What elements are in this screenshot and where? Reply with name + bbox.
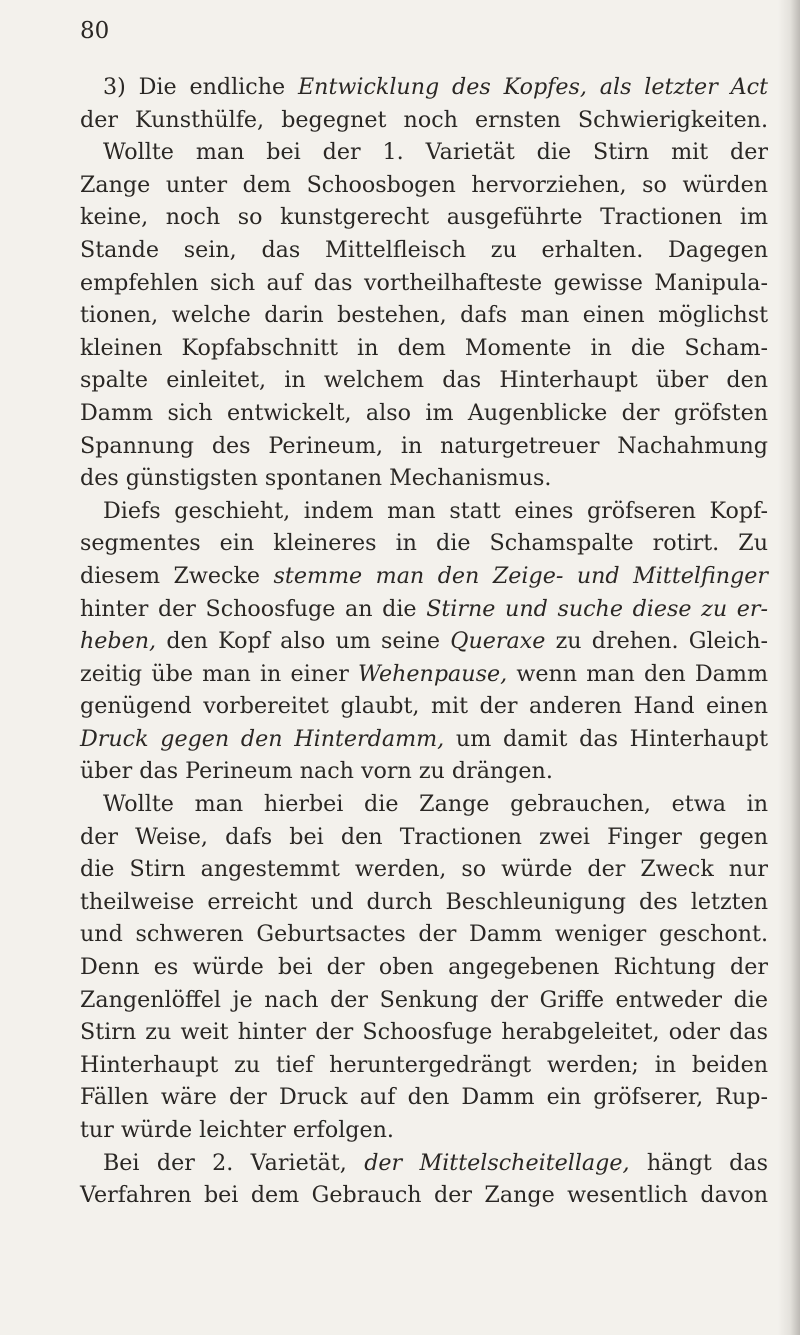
text-line: 3) Die endliche Entwicklung des Kopfes, als letzter Act — [103, 74, 769, 100]
text-line: über das Perineum nach vorn zu drängen. — [80, 758, 553, 785]
text-line: Bei der 2. Varietät, der Mittelscheitellage, hängt das — [103, 1149, 768, 1176]
text-line: Spannung des Perineum, in naturgetreuer Nachahmung — [80, 432, 768, 459]
page-number: 80 — [80, 18, 110, 44]
text-line: tionen, welche darin bestehen, dafs man einen möglichst — [80, 302, 768, 329]
body-text — [80, 71, 768, 1212]
text-line: segmentes ein kleineres in die Schamspalte rotirt. Zu — [80, 530, 768, 557]
text-line: und schweren Geburtsactes der Damm weniger geschont. — [80, 921, 768, 948]
text-line: Fällen wäre der Druck auf den Damm ein gröfserer, Rup- — [80, 1084, 768, 1111]
text-line: Stande sein, das Mittelfleisch zu erhalten. Dagegen — [80, 236, 768, 263]
text-line: keine, noch so kunstgerecht ausgeführte Tractionen im — [80, 204, 768, 231]
text-line: kleinen Kopfabschnitt in dem Momente in die Scham- — [80, 334, 768, 361]
text-line: Diefs geschieht, indem man statt eines gröfseren Kopf- — [103, 497, 768, 524]
text-line: tur würde leichter erfolgen. — [80, 1117, 394, 1143]
text-line: hinter der Schoosfuge an die Stirne und suche diese zu er- — [80, 595, 768, 622]
text-line: des günstigsten spontanen Mechanismus. — [80, 465, 552, 492]
text-line: der Weise, dafs bei den Tractionen zwei Finger gegen — [80, 823, 768, 850]
text-line: theilweise erreicht und durch Beschleunigung des letzten — [80, 888, 768, 915]
text-line: Zangenlöffel je nach der Senkung der Griffe entweder die — [80, 986, 768, 1013]
text-line: Wollte man bei der 1. Varietät die Stirn mit der — [103, 139, 768, 166]
text-line: Damm sich entwickelt, also im Augenblicke der gröfsten — [80, 399, 768, 426]
text-line: genügend vorbereitet glaubt, mit der anderen Hand einen — [80, 693, 768, 720]
text-line: Hinterhaupt zu tief heruntergedrängt werden; in beiden — [80, 1051, 768, 1078]
text-line: empfehlen sich auf das vortheilhafteste gewisse Manipula- — [80, 269, 768, 296]
page-edge-shadow — [778, 0, 800, 1335]
text-line: Zange unter dem Schoosbogen hervorziehen, so würden — [80, 171, 768, 198]
text-line: die Stirn angestemmt werden, so würde der Zweck nur — [80, 856, 768, 883]
text-line: Verfahren bei dem Gebrauch der Zange wesentlich davon — [80, 1182, 768, 1209]
text-line: spalte einleitet, in welchem das Hinterhaupt über den — [80, 367, 768, 394]
text-line: Denn es würde bei der oben angegebenen Richtung der — [80, 954, 768, 981]
text-line: Druck gegen den Hinterdamm, um damit das Hinterhaupt — [80, 725, 768, 752]
text-line: heben, den Kopf also um seine Queraxe zu drehen. Gleich- — [80, 628, 768, 655]
text-line: zeitig übe man in einer Wehenpause, wenn man den Damm — [80, 660, 768, 687]
text-line: der Kunsthülfe, begegnet noch ernsten Schwierigkeiten. — [80, 106, 768, 133]
text-line: diesem Zwecke stemme man den Zeige- und Mittelfinger — [80, 562, 768, 589]
text-line: Wollte man hierbei die Zange gebrauchen, etwa in — [103, 791, 768, 818]
text-line: Stirn zu weit hinter der Schoosfuge herabgeleitet, oder das — [80, 1019, 768, 1046]
